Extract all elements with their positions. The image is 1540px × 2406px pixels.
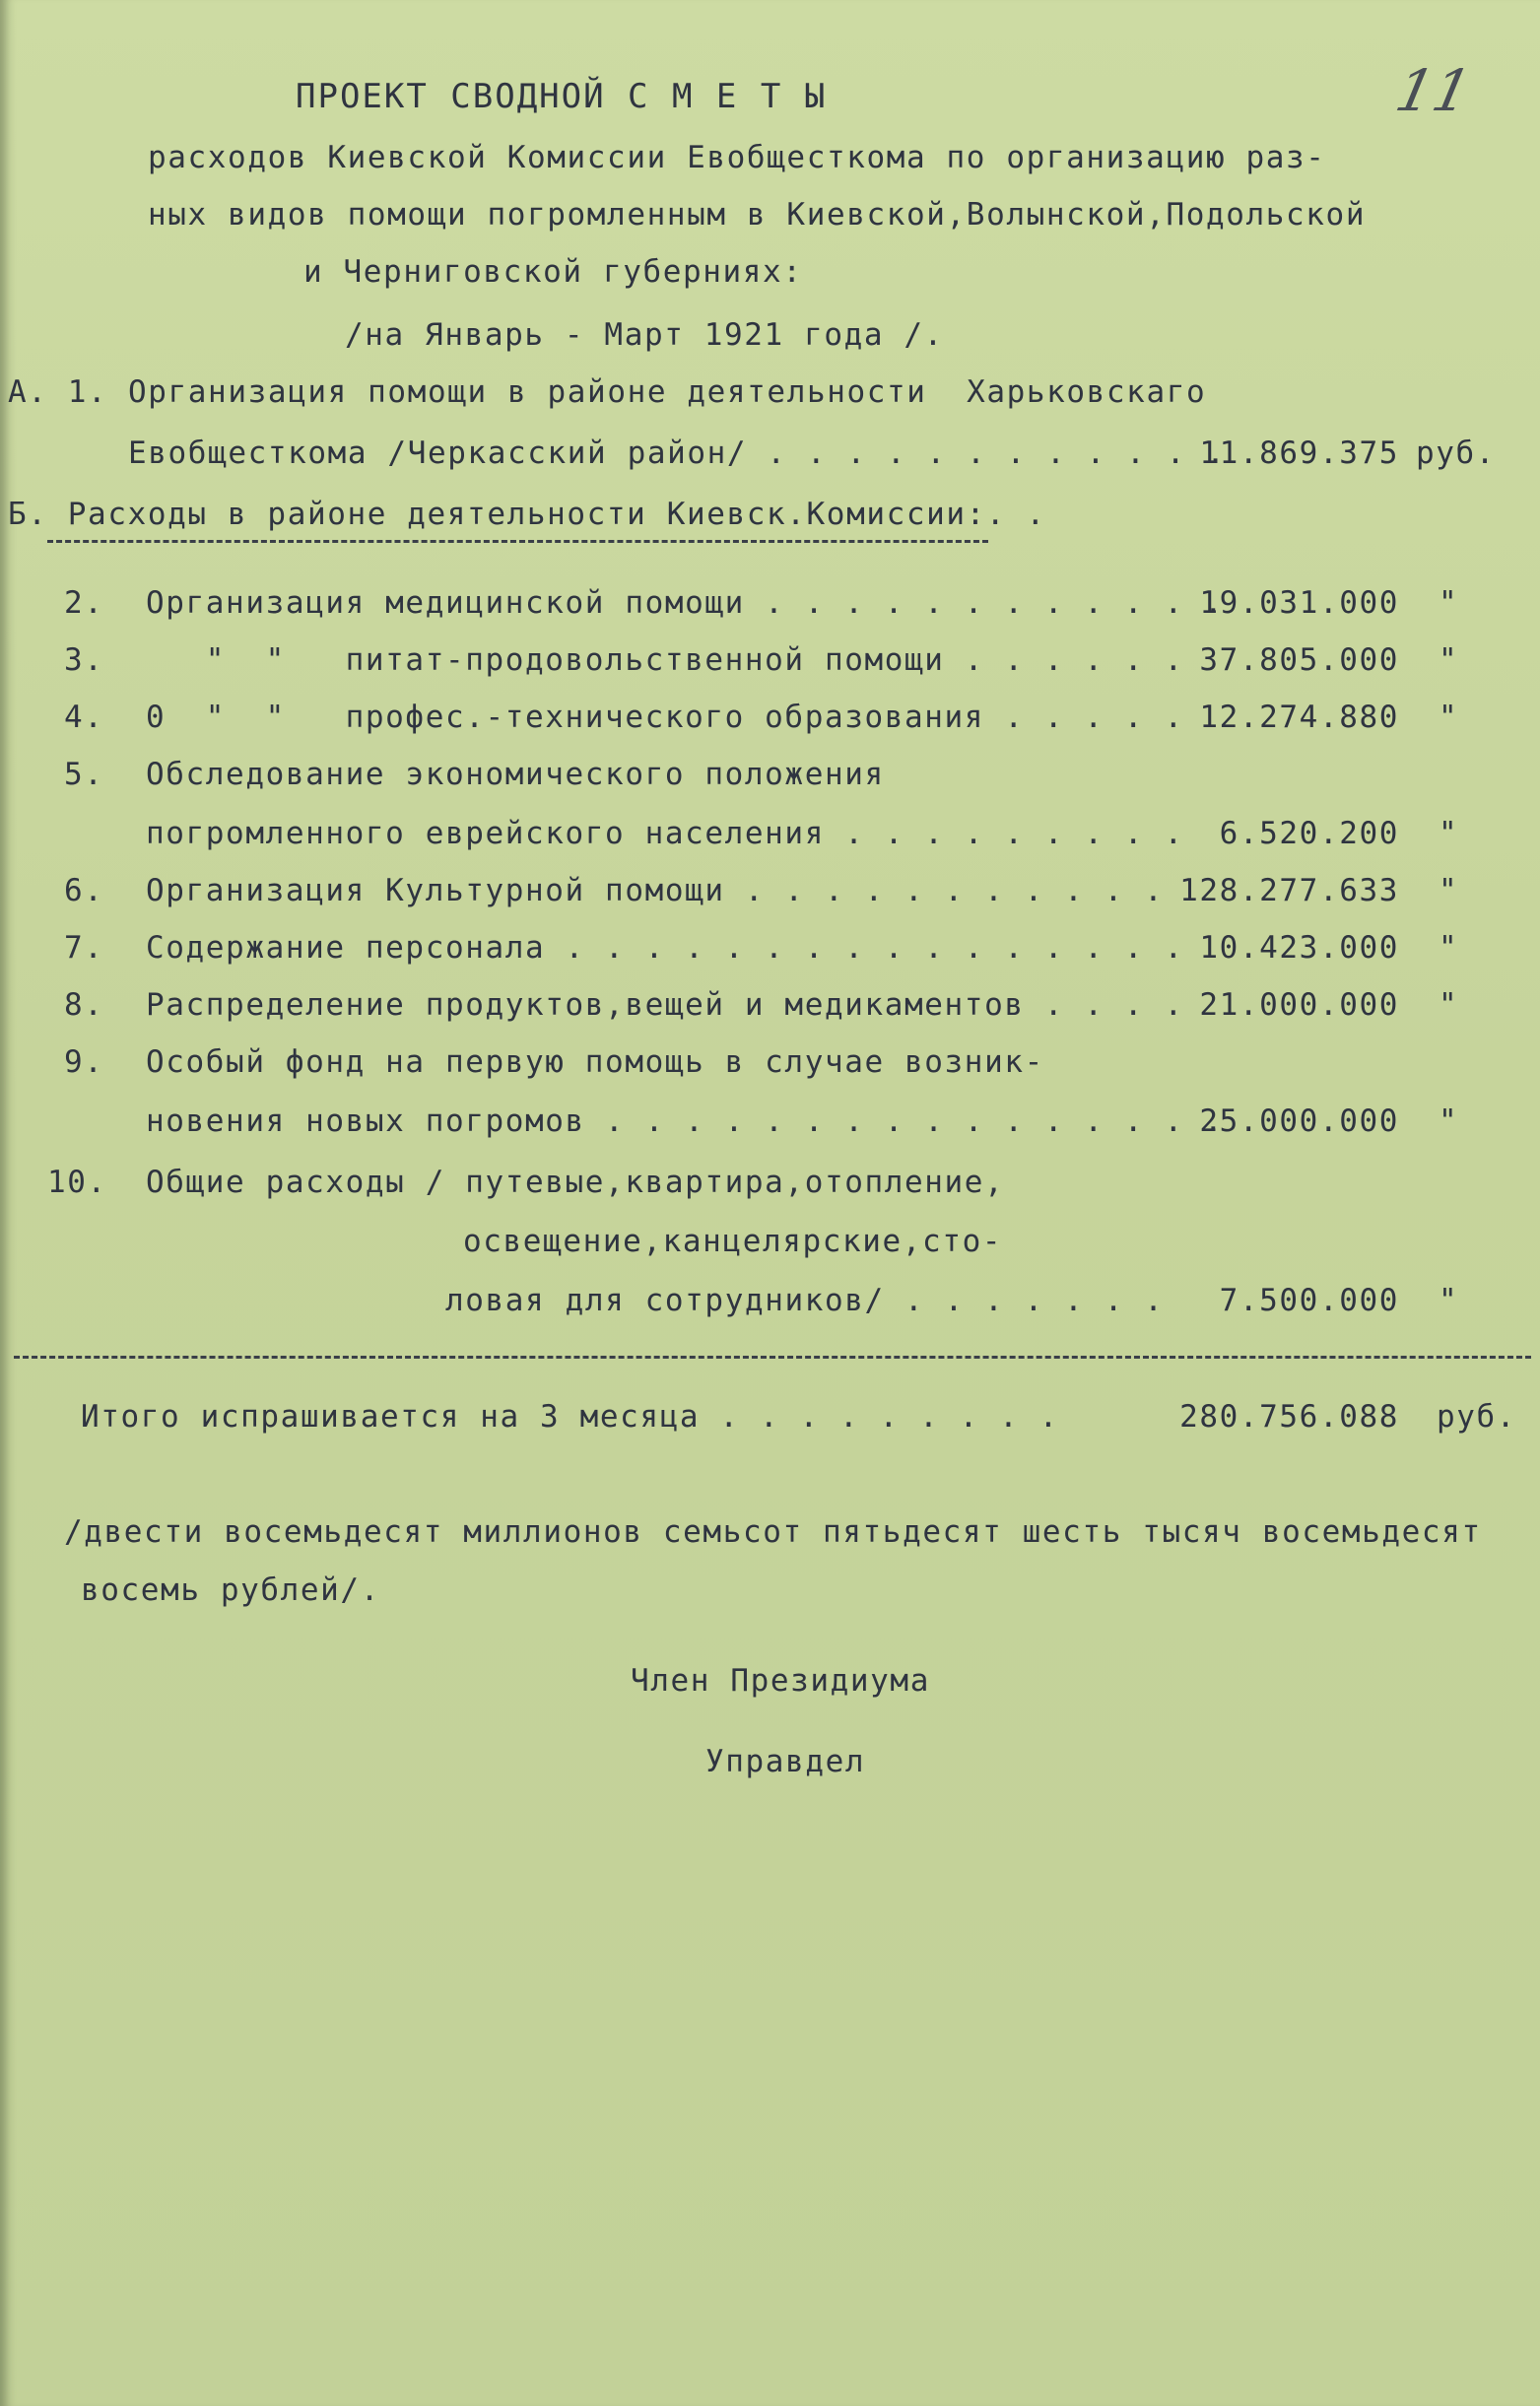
item-amount: 128.277.633 bbox=[1179, 873, 1399, 908]
item-amount: 19.031.000 bbox=[1199, 585, 1399, 621]
total-amount: 280.756.088 bbox=[1179, 1399, 1399, 1435]
document-title: ПРОЕКТ СВОДНОЙ С М Е Т Ы bbox=[296, 77, 828, 116]
item-text: Обследование экономического положения bbox=[146, 757, 885, 792]
signature-manager: Управдел bbox=[705, 1744, 866, 1779]
item-amount: 12.274.880 bbox=[1199, 700, 1399, 735]
item-amount: 6.520.200 bbox=[1219, 816, 1399, 851]
item-unit: " bbox=[1439, 987, 1459, 1023]
item-unit: " bbox=[1439, 1103, 1459, 1139]
sum-in-words-line-1: /двести восемьдесят миллионов семьсот пятьдесят шесть тысяч восемьдесят bbox=[64, 1514, 1482, 1550]
sum-in-words-line-2: восемь рублей/. bbox=[81, 1572, 380, 1608]
item-unit: " bbox=[1439, 930, 1459, 966]
total-label: Итого испрашивается на 3 месяца . . . . . . . . . bbox=[81, 1399, 1059, 1435]
section-a-marker: А. 1. bbox=[8, 374, 108, 410]
item-unit: " bbox=[1439, 700, 1459, 735]
item-text: освещение,канцелярские,сто- bbox=[463, 1224, 1003, 1259]
item-text: Организация медицинской помощи . . . . . . . . . . . . bbox=[146, 585, 1225, 621]
item-number: 4. bbox=[64, 700, 104, 735]
item-text: Содержание персонала . . . . . . . . . . . . . . . . bbox=[146, 930, 1184, 966]
item-amount: 21.000.000 bbox=[1199, 987, 1399, 1023]
item-number: 2. bbox=[64, 585, 104, 621]
item-amount: 25.000.000 bbox=[1199, 1103, 1399, 1139]
section-b-heading: Б. Расходы в районе деятельности Киевск.Комиссии:. . bbox=[8, 497, 1046, 532]
subtitle-line-1: расходов Киевской Комиссии Евобщесткома по организацию раз- bbox=[148, 140, 1326, 175]
item-unit: " bbox=[1439, 873, 1459, 908]
item-amount: 10.423.000 bbox=[1199, 930, 1399, 966]
subtitle-line-2: ных видов помощи погромленным в Киевской,Волынской,Подольской bbox=[148, 197, 1367, 233]
section-a-unit: руб. bbox=[1416, 435, 1497, 471]
item-number: 8. bbox=[64, 987, 104, 1023]
item-text: погромленного еврейского населения . . . . . . . . . bbox=[146, 816, 1184, 851]
total-separator bbox=[14, 1356, 1531, 1359]
item-number: 3. bbox=[64, 642, 104, 678]
item-text: " " питат-продовольственной помощи . . . . . . bbox=[146, 642, 1184, 678]
item-text: Общие расходы / путевые,квартира,отопление, bbox=[146, 1165, 1005, 1200]
section-a-text-1: Организация помощи в районе деятельности Харьковскаго bbox=[128, 374, 1207, 410]
item-number: 5. bbox=[64, 757, 104, 792]
page-number: 11 bbox=[1389, 57, 1478, 124]
item-amount: 37.805.000 bbox=[1199, 642, 1399, 678]
item-number: 10. bbox=[47, 1165, 107, 1200]
item-unit: " bbox=[1439, 642, 1459, 678]
item-text: Особый фонд на первую помощь в случае возник- bbox=[146, 1044, 1044, 1080]
subtitle-line-3: и Черниговской губерниях: bbox=[303, 254, 803, 290]
item-text: Распределение продуктов,вещей и медикаментов . . . . bbox=[146, 987, 1184, 1023]
item-text: Организация Культурной помощи . . . . . . . . . . . bbox=[146, 873, 1165, 908]
item-unit: " bbox=[1439, 585, 1459, 621]
subtitle-line-4: /на Январь - Март 1921 года /. bbox=[345, 317, 944, 353]
item-unit: " bbox=[1439, 1283, 1459, 1318]
signature-member: Член Президиума bbox=[631, 1663, 930, 1699]
item-number: 7. bbox=[64, 930, 104, 966]
item-text: 0 " " профес.-технического образования . . . . . bbox=[146, 700, 1184, 735]
item-text: ловая для сотрудников/ . . . . . . . bbox=[445, 1283, 1165, 1318]
total-unit: руб. bbox=[1437, 1399, 1517, 1435]
section-a-text-2: Евобщесткома /Черкасский район/ . . . . . . . . . . . . bbox=[128, 435, 1227, 471]
item-text: новения новых погромов . . . . . . . . . . . . . . . . bbox=[146, 1103, 1225, 1139]
item-number: 9. bbox=[64, 1044, 104, 1080]
item-amount: 7.500.000 bbox=[1219, 1283, 1399, 1318]
section-a-amount: 11.869.375 bbox=[1199, 435, 1399, 471]
item-unit: " bbox=[1439, 816, 1459, 851]
section-b-underline bbox=[47, 540, 988, 543]
item-number: 6. bbox=[64, 873, 104, 908]
